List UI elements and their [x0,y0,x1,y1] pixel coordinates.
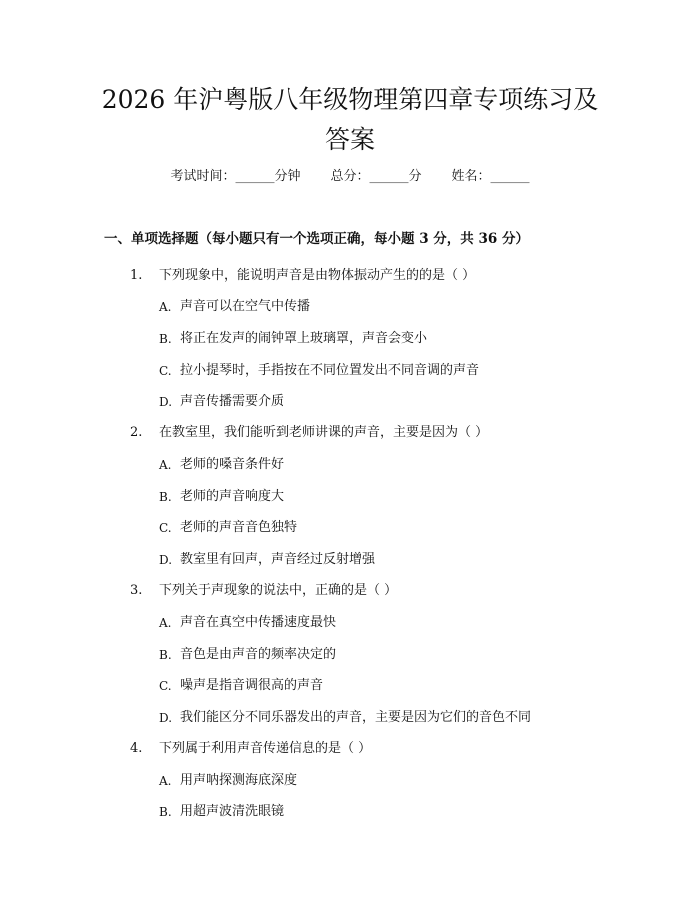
option-label: C. [159,364,172,378]
question-text: 下列关于声现象的说法中，正确的是（ ） [159,583,398,598]
exam-info-line [0,167,700,187]
option-label: A. [159,774,172,788]
option-text: 我们能区分不同乐器发出的声音，主要是因为它们的音色不同 [180,710,532,725]
option-text: 噪声是指音调很高的声音 [180,678,324,693]
title-line-1: 2026 年沪粤版八年级物理第四章专项练习及 [101,85,599,114]
option-label: D. [159,395,173,409]
option-text: 老师的声音响度大 [180,489,285,504]
option-text: 教室里有回声，声音经过反射增强 [180,552,376,567]
option-text: 老师的嗓音条件好 [180,457,285,472]
option-label: C. [159,521,172,535]
question-number: 3. [130,583,143,598]
title-line-2: 答案 [324,125,375,154]
option-label: C. [159,679,172,693]
option-label: D. [159,553,173,567]
total-score-field: 总分：______分 [330,169,422,184]
option-label: B. [159,332,172,346]
student-name-field: 姓名：______ [451,169,530,184]
option-label: B. [159,805,172,819]
option-text: 音色是由声音的频率决定的 [180,647,337,662]
option-text: 声音可以在空气中传播 [180,299,311,314]
section-heading: 一、单项选择题（每小题只有一个选项正确，每小题 3 分，共 36 分） [104,231,529,247]
option-label: D. [159,711,173,725]
option-label: A. [159,458,172,472]
option-text: 用超声波清洗眼镜 [180,804,285,819]
option-text: 老师的声音音色独特 [180,520,298,535]
option-text: 拉小提琴时，手指按在不同位置发出不同音调的声音 [180,363,480,378]
question-number: 1. [130,268,143,283]
question-number: 2. [130,425,143,440]
option-label: B. [159,490,172,504]
question-text: 在教室里，我们能听到老师讲课的声音，主要是因为（ ） [159,425,489,440]
option-text: 将正在发声的闹钟罩上玻璃罩，声音会变小 [180,331,428,346]
option-label: A. [159,300,172,314]
option-label: A. [159,616,172,630]
option-text: 声音在真空中传播速度最快 [180,615,337,630]
option-text: 声音传播需要介质 [180,394,285,409]
document-title [60,80,640,160]
question-text: 下列现象中，能说明声音是由物体振动产生的的是（ ） [159,268,476,283]
question-text: 下列属于利用声音传递信息的是（ ） [159,741,372,756]
option-label: B. [159,648,172,662]
exam-time-field: 考试时间：______分钟 [170,169,301,184]
option-text: 用声呐探测海底深度 [180,773,298,788]
question-number: 4. [130,741,143,756]
